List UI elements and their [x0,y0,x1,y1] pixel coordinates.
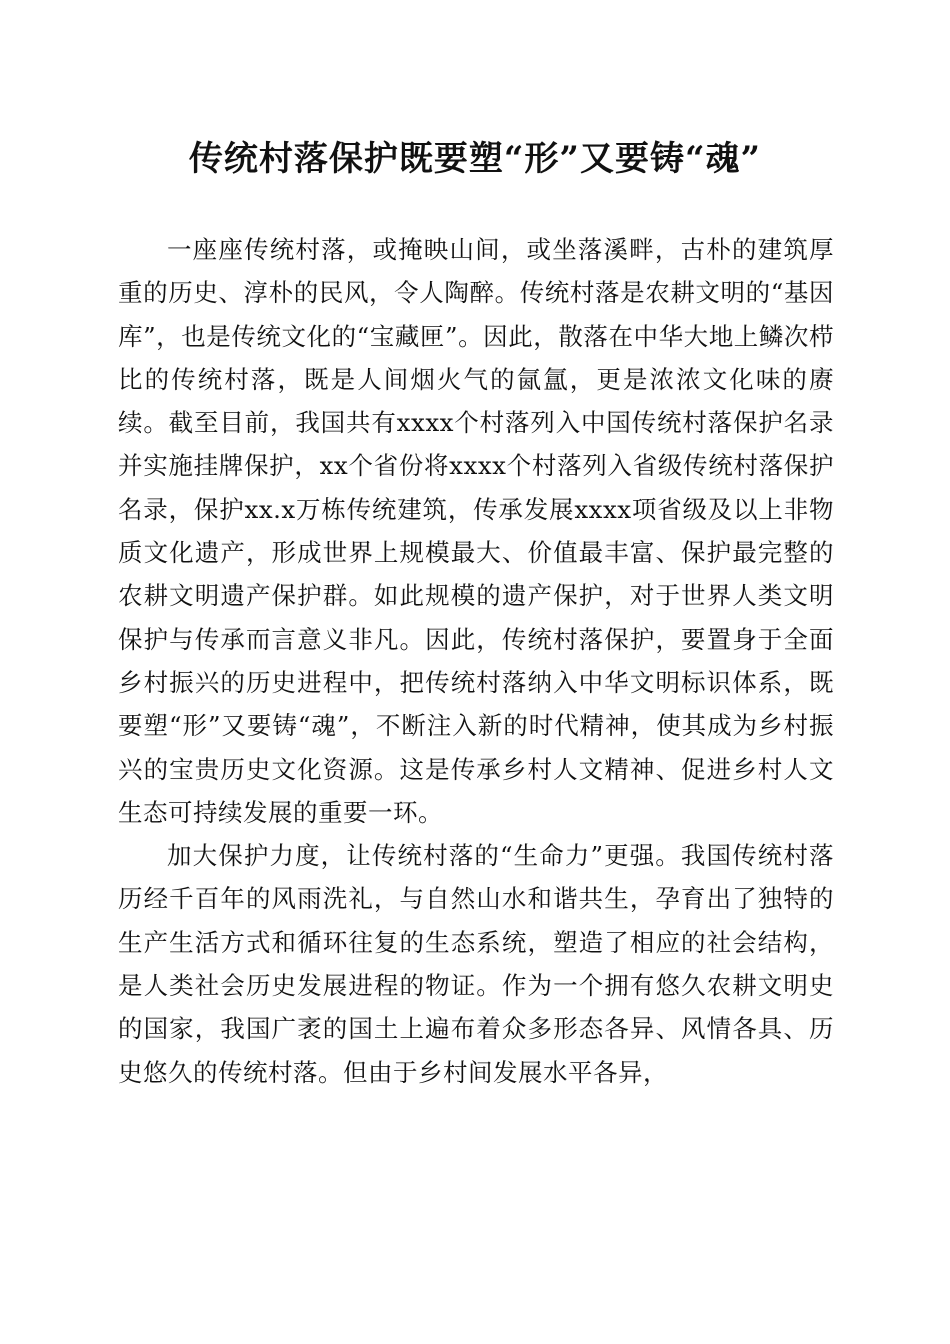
document-title: 传统村落保护既要塑“形”又要铸“魂” [188,139,762,179]
paragraph-1: 一座座传统村落，或掩映山间，或坐落溪畔，古朴的建筑厚重的历史、淳朴的民风，令人陶醉。传统村落是农耕文明的“基因库”，也是传统文化的“宝藏匣”。因此，散落在中华大地上鳞次栉比的传统村落，既是人间烟火气的氤氲，更是浓浓文化味的赓续。截至目前，我国共有xxxx个村落列入中国传统村落保护名录并实施挂牌保护，xx个省份将xxxx个村落列入省级传统村落保护名录，保护xx.x万栋传统建筑，传承发展xxxx项省级及以上非物质文化遗产，形成世界上规模最大、价值最丰富、保护最完整的农耕文明遗产保护群。如此规模的遗产保护，对于世界人类文明保护与传承而言意义非凡。因此，传统村落保护，要置身于全面乡村振兴的历史进程中，把传统村落纳入中华文明标识体系，既要塑“形”又要铸“魂”，不断注入新的时代精神，使其成为乡村振兴的宝贵历史文化资源。这是传承乡村人文精神、促进乡村人文生态可持续发展的重要一环。 [118,235,834,827]
document-body [118,228,834,1094]
paragraph-2: 加大保护力度，让传统村落的“生命力”更强。我国传统村落历经千百年的风雨洗礼，与自然山水和谐共生，孕育出了独特的生产生活方式和循环往复的生态系统，塑造了相应的社会结构，是人类社会历史发展进程的物证。作为一个拥有悠久农耕文明史的国家，我国广袤的国土上遍布着众多形态各异、风情各具、历史悠久的传统村落。但由于乡村间发展水平各异， [118,841,834,1087]
